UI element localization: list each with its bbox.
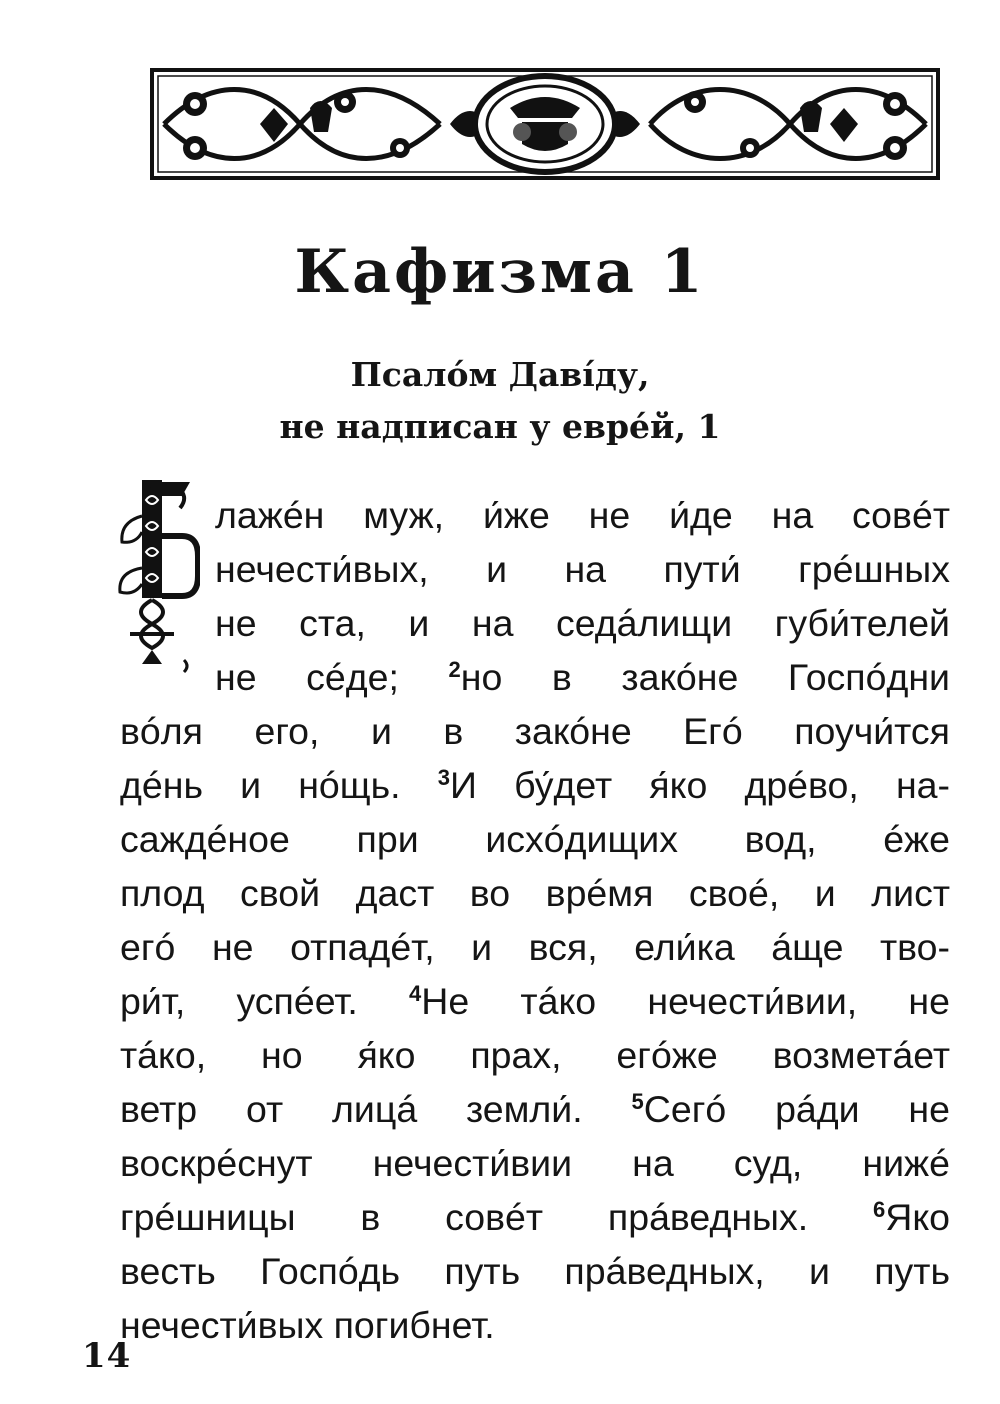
verse-text: ри́т, успéет. xyxy=(120,980,358,1022)
verse-text: И бу́дет я́ко дрéво, на- xyxy=(450,764,951,806)
psalm-line xyxy=(120,1244,950,1298)
psalm-line xyxy=(120,812,950,866)
verse-number: 2 xyxy=(448,657,461,682)
verse-text: нечести́вых, и на пути́ грéшных xyxy=(215,548,950,590)
verse-text: тáко, но я́ко прах, егóже возметáет xyxy=(120,1034,950,1076)
verse-number: 4 xyxy=(409,981,422,1006)
psalm-line xyxy=(120,974,950,1028)
psalm-line xyxy=(120,1082,950,1136)
verse-number: 6 xyxy=(873,1197,886,1222)
psalm-line xyxy=(120,1298,950,1352)
drop-cap-initial xyxy=(112,476,200,684)
verse-text: но в закóне Госпóдни xyxy=(460,656,950,698)
verse-number: 3 xyxy=(437,765,450,790)
verse-text: весть Госпóдь путь прáведных, и путь xyxy=(120,1250,950,1292)
verse-text: воскрéснут нечести́вии на суд, нижé xyxy=(120,1142,950,1184)
psalm-heading: Псалóм Давíду, xyxy=(350,355,650,394)
verse-text: грéшницы в совéт прáведных. xyxy=(120,1196,809,1238)
psalm-line xyxy=(215,542,950,596)
psalm-line xyxy=(215,650,950,704)
page-number: 14 xyxy=(82,1336,132,1376)
psalm-line xyxy=(120,1028,950,1082)
verse-text: лажéн муж, и́же не и́де на совéт xyxy=(215,494,950,536)
verse-text: саждéное при исхóдищих вод, éже xyxy=(120,818,950,860)
verse-text: не сéде; xyxy=(215,656,399,698)
verse-text: Яко xyxy=(885,1196,951,1238)
verse-text: Сегó рáди не xyxy=(643,1088,951,1130)
verse-text: вóля его, и в закóне Егó поучи́тся xyxy=(120,710,950,752)
psalm-line xyxy=(120,1136,950,1190)
verse-text: не ста, и на седáлищи губи́телей xyxy=(215,602,950,644)
kathisma-title: Кафизма 1 xyxy=(294,237,706,307)
psalm-superscription: не надписан у еврéй, 1 xyxy=(279,407,721,446)
verse-text: плод свой даст во врéмя своé, и лист xyxy=(120,872,950,914)
psalm-line xyxy=(120,758,950,812)
psalm-line xyxy=(120,920,950,974)
verse-text: ветр от лицá земли́. xyxy=(120,1088,583,1130)
verse-number: 5 xyxy=(631,1089,644,1114)
psalm-line xyxy=(215,596,950,650)
verse-text: Не тáко нечести́вии, не xyxy=(421,980,950,1022)
psalm-line xyxy=(215,488,950,542)
psalm-line xyxy=(120,866,950,920)
psalm-line xyxy=(120,1190,950,1244)
verse-text: нечести́вых погибнет. xyxy=(120,1304,495,1346)
verse-text: дéнь и нóщь. xyxy=(120,764,401,806)
verse-text: егó не отпадéт, и вся, ели́ка áще тво- xyxy=(120,926,950,968)
psalm-line xyxy=(120,704,950,758)
headpiece-ornament xyxy=(150,68,940,180)
